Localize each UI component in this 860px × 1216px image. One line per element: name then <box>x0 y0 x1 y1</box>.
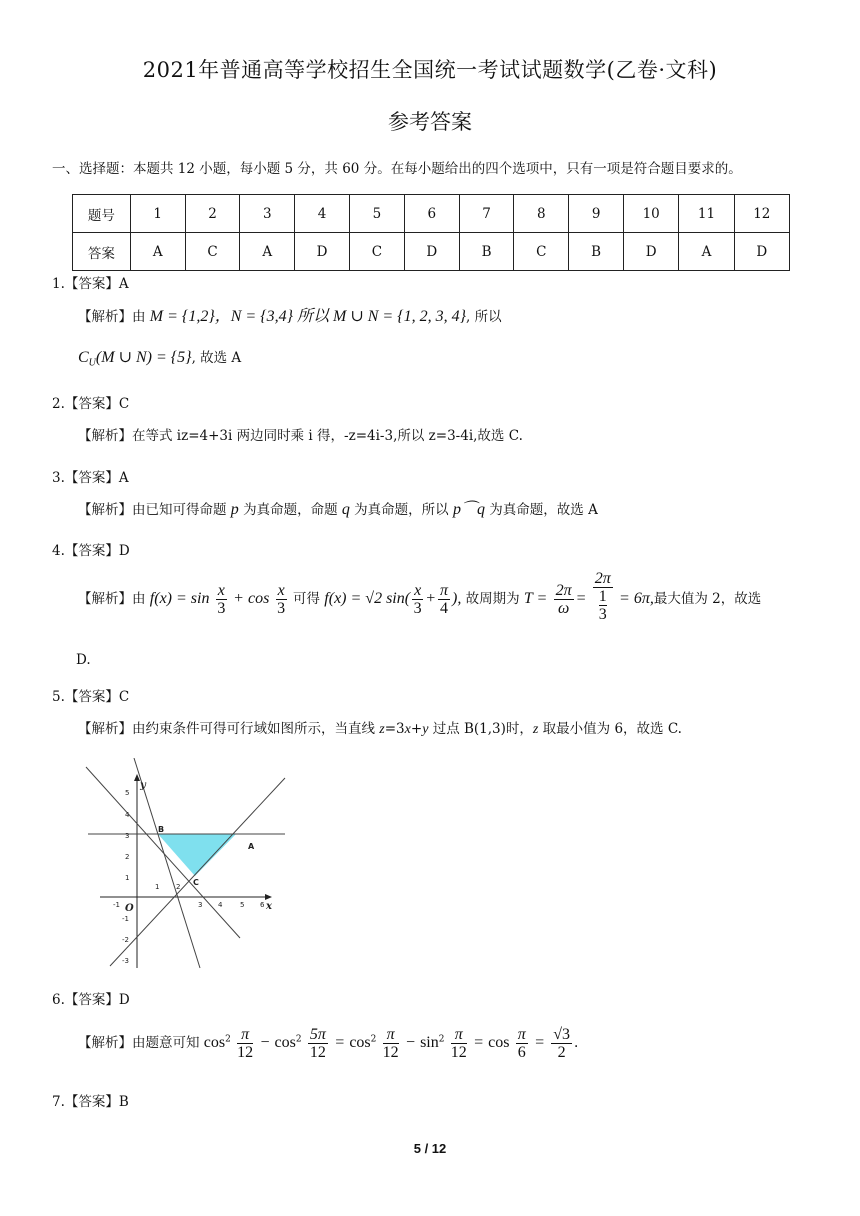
y-tick: -3 <box>122 957 129 965</box>
math-expression: (M ∪ N) = {5} <box>95 349 192 366</box>
answer-label-2: 2.【答案】C <box>52 396 130 412</box>
math-fraction: $\frac{\pi}{6}$ <box>517 1026 526 1061</box>
page-subtitle: 参考答案 <box>388 110 472 134</box>
math-expression: = 6π, <box>619 590 654 607</box>
y-tick: 2 <box>125 853 130 861</box>
explanation-text: , 故选 A <box>191 350 242 366</box>
answer-label-7: 7.【答案】B <box>52 1094 129 1110</box>
math-fraction: $\frac{\pi}{4}$ <box>439 582 448 617</box>
y-tick: -1 <box>122 915 129 923</box>
y-axis-label: y <box>140 780 146 791</box>
explanation-1-line2 <box>78 349 241 373</box>
table-cell: A <box>240 233 295 271</box>
explanation-text: 过点 B(1,3)时， <box>428 721 533 737</box>
answer-label-1: 1.【答案】A <box>52 276 129 292</box>
explanation-6: 【解析】由题意可知 $\cos^2$ $\frac{\pi}{12}$ − $\cos^2$ $\frac{5\pi}{12}$ = $\cos^2$ $\frac{\pi}{12}$ − $\sin^2$ $\frac{\pi}{12}$ = cos $\frac{\pi}{6}$ = $\frac{√3}{2}$ . <box>78 1026 579 1061</box>
x-tick: 6 <box>260 901 265 909</box>
table-cell: D <box>734 233 789 271</box>
explanation-text: 为真命题，故选 A <box>485 502 598 518</box>
math-expression: T = <box>523 590 548 607</box>
explanation-text: 可得 <box>293 591 320 607</box>
y-tick: 1 <box>125 874 130 882</box>
explanation-1-line1 <box>78 308 502 326</box>
table-header-cell: 题号 <box>73 195 131 233</box>
table-cell: 11 <box>679 195 734 233</box>
point-label-a: A <box>248 842 255 851</box>
table-cell: C <box>350 233 405 271</box>
math-fraction: $\frac{x}{3}$ <box>217 582 226 617</box>
page-title: 2021年普通高等学校招生全国统一考试试题数学(乙卷·文科) <box>142 58 718 82</box>
x-tick: 4 <box>218 901 223 909</box>
math-fraction: $\frac{√3}{2}$ <box>553 1026 570 1061</box>
section-heading: 一、选择题：本题共 12 小题，每小题 5 分，共 60 分。在每小题给出的四个选项中，只有一项是符合题目要求的。 <box>52 161 742 177</box>
table-cell: B <box>569 233 624 271</box>
math-expression: p⌒q <box>452 501 485 518</box>
explanation-text: , 所以 <box>466 309 502 325</box>
explanation-text: 【解析】由约束条件可得可行域如图所示，当直线 <box>78 721 380 737</box>
table-cell: 12 <box>734 195 789 233</box>
table-cell: 5 <box>350 195 405 233</box>
table-cell: C <box>514 233 569 271</box>
feasible-region <box>158 834 236 876</box>
x-tick: 1 <box>155 883 160 891</box>
table-cell: 1 <box>130 195 185 233</box>
explanation-text: 故周期为 <box>465 591 520 607</box>
table-cell: 2 <box>185 195 240 233</box>
table-cell: D <box>295 233 350 271</box>
table-cell: D <box>404 233 459 271</box>
math-fraction: $\frac{x}{3}$ <box>413 582 422 617</box>
explanation-4: 【解析】由 f(x) = sin $\frac{x}{3}$ + cos $\frac{x}{3}$ 可得 f(x) = √2 sin( $\frac{x}{3}$ + $\frac{\pi}{4}$ ), 故周期为 T = $\frac{2\pi}{\omega}$ = 2π 1 3 = 6π,最大值为 2，故选 <box>78 570 762 623</box>
y-tick: -2 <box>122 936 129 944</box>
table-cell: 8 <box>514 195 569 233</box>
x-tick: 3 <box>198 901 203 909</box>
feasible-region-graph <box>80 758 290 973</box>
y-tick: 3 <box>125 832 130 840</box>
y-tick: 4 <box>125 811 130 819</box>
answer-table <box>72 194 790 271</box>
table-cell: 10 <box>624 195 679 233</box>
table-row-numbers <box>73 195 790 233</box>
table-cell: A <box>130 233 185 271</box>
origin-label: O <box>125 903 134 914</box>
math-expression: + cos <box>233 590 270 607</box>
math-expression: C <box>78 349 89 366</box>
explanation-5: 【解析】由约束条件可得可行域如图所示，当直线 z=3x+y 过点 B(1,3)时，z 取最小值为 6，故选 C. <box>78 721 682 737</box>
table-cell: 7 <box>459 195 514 233</box>
point-label-b: B <box>158 825 165 834</box>
point-label-c: C <box>193 878 199 887</box>
math-fraction: $\frac{2\pi}{\omega}$ <box>555 582 572 617</box>
x-tick: 5 <box>240 901 245 909</box>
answer-label-4: 4.【答案】D <box>52 543 130 559</box>
table-header-cell: 答案 <box>73 233 131 271</box>
explanation-text: 【解析】由题意可知 <box>78 1035 200 1051</box>
math-expression: ), <box>452 590 462 607</box>
table-cell: 3 <box>240 195 295 233</box>
math-fraction: $\frac{\pi}{12}$ <box>237 1026 254 1061</box>
table-cell: B <box>459 233 514 271</box>
answer-label-3: 3.【答案】A <box>52 470 129 486</box>
explanation-text: 取最小值为 6，故选 C. <box>538 721 682 737</box>
y-tick: 5 <box>125 789 130 797</box>
math-expression: M = {1,2}，N = {3,4} 所以 M ∪ N = {1, 2, 3, 4} <box>149 308 466 325</box>
math-fraction: 2π 1 3 <box>594 570 611 623</box>
math-var: q <box>341 501 350 518</box>
explanation-text: 【解析】由 <box>78 591 146 607</box>
math-expression: f(x) = √2 sin( <box>324 590 411 607</box>
explanation-2: 【解析】在等式 iz=4+3i 两边同时乘 i 得，-z=4i-3,所以 z=3-4i,故选 C. <box>78 428 523 444</box>
page-number: 5 / 12 <box>413 1141 447 1156</box>
math-fraction: $\frac{x}{3}$ <box>277 582 286 617</box>
explanation-3 <box>78 501 598 519</box>
explanation-text: 最大值为 2，故选 <box>653 591 762 607</box>
table-cell: 9 <box>569 195 624 233</box>
explanation-text: 【解析】由已知可得命题 <box>78 502 231 518</box>
math-fraction: $\frac{\pi}{12}$ <box>450 1026 467 1061</box>
x-axis-label: x <box>266 901 272 912</box>
math-expression: f(x) = sin <box>149 590 210 607</box>
table-row-answers <box>73 233 790 271</box>
explanation-text: 为真命题，所以 <box>349 502 453 518</box>
table-cell: 6 <box>404 195 459 233</box>
table-cell: C <box>185 233 240 271</box>
table-cell: 4 <box>295 195 350 233</box>
table-cell: A <box>679 233 734 271</box>
x-tick: -1 <box>113 901 120 909</box>
answer-label-5: 5.【答案】C <box>52 689 130 705</box>
x-tick: 2 <box>176 883 181 891</box>
explanation-text: 为真命题，命题 <box>238 502 342 518</box>
math-fraction: $\frac{\pi}{12}$ <box>382 1026 399 1061</box>
math-var: p <box>230 501 239 518</box>
table-cell: D <box>624 233 679 271</box>
math-subscript: U <box>88 357 96 369</box>
explanation-4-continued: D. <box>76 652 91 668</box>
math-fraction: $\frac{5\pi}{12}$ <box>309 1026 326 1061</box>
explanation-text: 【解析】由 <box>78 309 146 325</box>
answer-label-6: 6.【答案】D <box>52 992 130 1008</box>
